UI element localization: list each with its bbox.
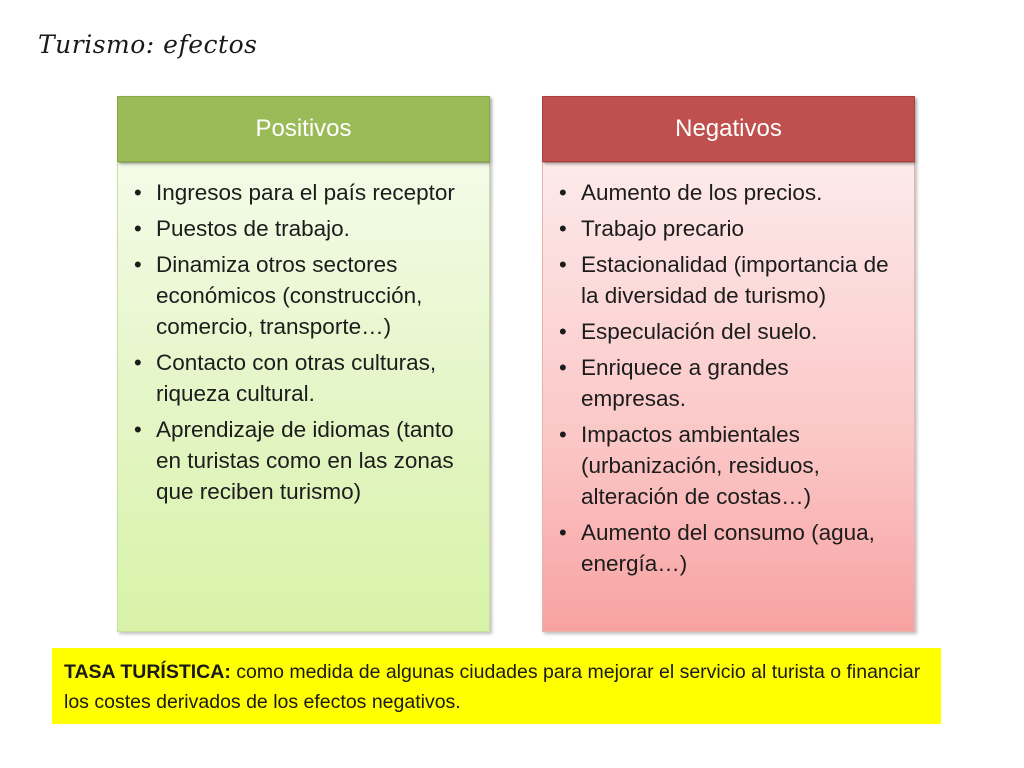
list-item: • Contacto con otras culturas, riqueza cultural. [130,347,471,409]
negativos-body [542,162,915,632]
list-item: • Puestos de trabajo. [130,213,471,244]
list-item: • Trabajo precario [555,213,896,244]
positivos-body [117,162,490,632]
negativos-header: Negativos [542,96,915,162]
list-item: • Especulación del suelo. [555,316,896,347]
tasa-turistica-text: como medida de algunas ciudades para mejorar el servicio al turista o financiar los costes derivados de los efectos negativos. [64,661,921,713]
positivos-header: Positivos [117,96,490,162]
list-item: • Ingresos para el país receptor [130,177,471,208]
tasa-turistica-label: TASA TURÍSTICA: [64,661,231,683]
list-item: • Aprendizaje de idiomas (tanto en turistas como en las zonas que reciben turismo) [130,414,471,507]
negativos-list [555,177,896,579]
negativos-column [542,96,915,632]
tasa-turistica-box [52,648,941,724]
positivos-list [130,177,471,507]
positivos-column [117,96,490,632]
list-item: • Aumento del consumo (agua, energía…) [555,517,896,579]
list-item: • Dinamiza otros sectores económicos (construcción, comercio, transporte…) [130,249,471,342]
slide-title: Turismo: efectos [38,30,258,59]
list-item: • Aumento de los precios. [555,177,896,208]
list-item: • Enriquece a grandes empresas. [555,352,896,414]
list-item: • Estacionalidad (importancia de la diversidad de turismo) [555,249,896,311]
list-item: • Impactos ambientales (urbanización, residuos, alteración de costas…) [555,419,896,512]
